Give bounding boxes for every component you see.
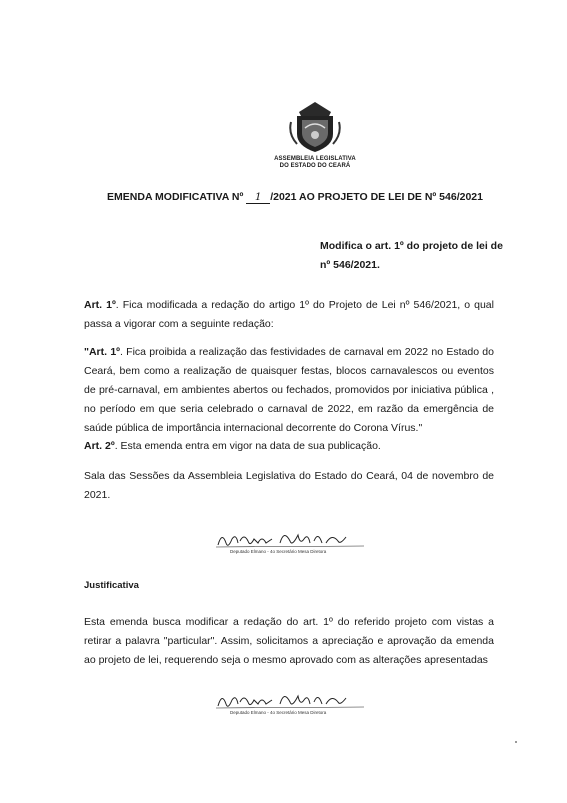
ementa: Modifica o art. 1º do projeto de lei de nº 546/2021.	[320, 240, 503, 271]
article-2-label: Art. 2º	[84, 440, 115, 452]
handwritten-amendment-number: 1	[246, 192, 270, 204]
quoted-article-label: "Art. 1º	[84, 346, 120, 358]
justification-heading: Justificativa	[84, 580, 139, 591]
article-1	[84, 296, 494, 334]
justification-text: Esta emenda busca modificar a redação do art. 1º do referido projeto com vistas a retirar a palavra "particular". Assim, solicitamos a apreciação e aprovação da emenda ao projeto de lei, requerendo seja o mesmo aprovado com as alterações apresentadas	[84, 616, 494, 666]
scan-speck	[515, 741, 517, 743]
article-1-label: Art. 1º	[84, 299, 116, 311]
state-seal-logo	[285, 98, 345, 154]
article-2-text: . Esta emenda entra em vigor na data de sua publicação.	[114, 440, 381, 452]
organization-line-2: DO ESTADO DO CEARÁ	[279, 163, 351, 169]
signature-caption: Deputado Elmano - 4o Secretário Mesa Diretora	[230, 549, 327, 554]
quoted-article	[84, 343, 494, 438]
handwritten-signature	[214, 527, 374, 551]
organization-line-1: ASSEMBLEIA LEGISLATIVA	[274, 156, 356, 162]
title-prefix: EMENDA MODIFICATIVA Nº	[107, 191, 247, 203]
organization-name	[230, 156, 400, 170]
signature-block	[214, 527, 374, 557]
signature-block	[214, 688, 374, 718]
signature-caption: Deputado Elmano - 4o Secretário Mesa Diretora	[230, 710, 327, 715]
session-line: Sala das Sessões da Assembleia Legislativa do Estado do Ceará, 04 de novembro de 2021.	[84, 470, 494, 501]
article-1-text: . Fica modificada a redação do artigo 1º do Projeto de Lei nº 546/2021, o qual passa a vigorar com a seguinte redação:	[84, 299, 494, 330]
article-2	[84, 437, 494, 456]
document-title	[60, 191, 530, 204]
handwritten-signature	[214, 688, 374, 712]
title-suffix: /2021 AO PROJETO DE LEI DE Nº 546/2021	[270, 191, 483, 203]
quoted-article-text: . Fica proibida a realização das festividades de carnaval em 2022 no Estado do Ceará, bem como a realização de quaisquer festas, blocos carnavalescos ou eventos de pré-carnaval, em ambientes abertos ou fechados, promovidos por iniciativa pública , no período em que seria celebrado o carnaval de 2022, em razão da emergência de saúde pública de importância internacional decorrente do Corona Vírus."	[84, 346, 494, 434]
